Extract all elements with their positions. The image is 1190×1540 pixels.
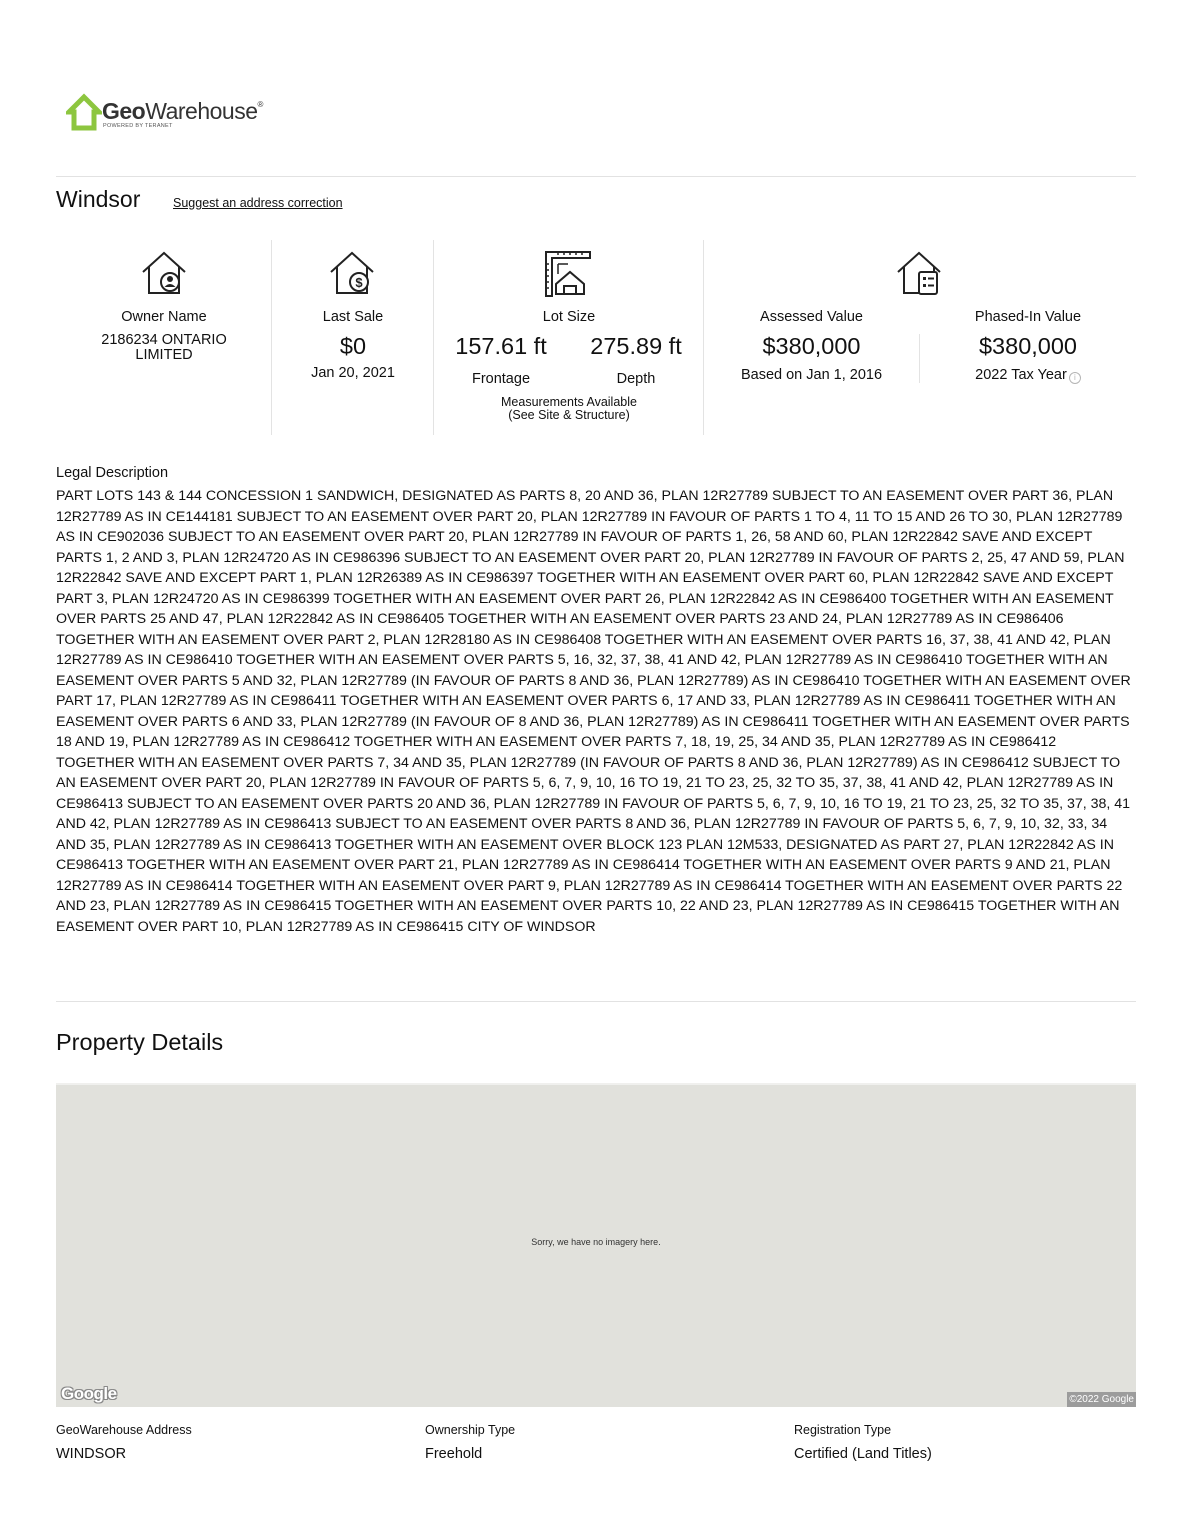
map-copyright: ©2022 Google	[1069, 1394, 1134, 1405]
tax-year	[920, 367, 1136, 384]
owner-name-label: Owner Name	[121, 309, 207, 325]
legal-description-title: Legal Description	[56, 465, 169, 481]
legal-description-text: PART LOTS 143 & 144 CONCESSION 1 SANDWICH, DESIGNATED AS PARTS 8, 20 AND 36, PLAN 12R27789 SUBJECT TO AN EASEMENT OVER PART 36, PLAN 12R27789 AS IN CE144181 SUBJECT TO AN EASEMENT OVER PART 20, PLAN 12R27789 IN FAVOUR OF PARTS 1 TO 4, 11 TO 15 AND 26 TO 30, PLAN 12R27789 AS IN CE902036 SUBJECT TO AN EASEMENT OVER PART 20, PLAN 12R27789 IN FAVOUR OF PARTS 1, 26, 58 AND 60, PLAN 12R22842 SAVE AND EXCEPT PARTS 1, 2 AND 3, PLAN 12R24720 AS IN CE986396 SUBJECT TO AN EASEMENT OVER PART 20, PLAN 12R27789 IN FAVOUR OF PARTS 2, 25, 47 AND 59, PLAN 12R22842 SAVE AND EXCEPT PART 1, PLAN 12R26389 AS IN CE986397 TOGETHER WITH AN EASEMENT OVER PART 60, PLAN 12R22842 SAVE AND EXCEPT PART 3, PLAN 12R24720 AS IN CE986399 TOGETHER WITH AN EASEMENT OVER PART 26, PLAN 12R22842 AS IN CE986400 TOGETHER WITH AN EASEMENT OVER PARTS 25 AND 47, PLAN 12R22842 AS IN CE986405 TOGETHER WITH AN EASEMENT OVER PARTS 23 AND 24, PLAN 12R27789 AS IN CE986406 TOGETHER WITH AN EASEMENT OVER PART 2, PLAN 12R28180 AS IN CE986408 TOGETHER WITH AN EASEMENT OVER PARTS 16, 37, 38, 41 AND 42, PLAN 12R27789 AS IN CE986410 TOGETHER WITH AN EASEMENT OVER PARTS 5, 16, 32, 37, 38, 41 AND 42, PLAN 12R27789 AS IN CE986410 TOGETHER WITH AN EASEMENT OVER PARTS 5 AND 32, PLAN 12R27789 (IN FAVOUR OF PARTS 8 AND 36, PLAN 12R27789) AS IN CE986410 TOGETHER WITH AN EASEMENT OVER PART 17, PLAN 12R27789 AS IN CE986411 TOGETHER WITH AN EASEMENT OVER PARTS 6, 17 AND 33, PLAN 12R27789 AS IN CE986411 TOGETHER WITH AN EASEMENT OVER PARTS 6 AND 33, PLAN 12R27789 (IN FAVOUR OF 8 AND 36, PLAN 12R27789) AS IN CE986411 TOGETHER WITH AN EASEMENT OVER PARTS 18 AND 19, PLAN 12R27789 AS IN CE986412 TOGETHER WITH AN EASEMENT OVER PARTS 7, 18, 19, 25, 34 AND 35, PLAN 12R27789 AS IN CE986412 TOGETHER WITH AN EASEMENT OVER PARTS 7, 34 AND 35, PLAN 12R27789 (IN FAVOUR OF PARTS 8 AND 36, PLAN 12R27789) AS IN CE986412 SUBJECT TO AN EASEMENT OVER PART 20, PLAN 12R27789 IN FAVOUR OF PARTS 5, 6, 7, 9, 10, 16 TO 19, 21 TO 23, 25, 32 TO 35, 37, 38, 41 AND 42, PLAN 12R27789 AS IN CE986413 SUBJECT TO AN EASEMENT OVER PARTS 20 AND 36, PLAN 12R27789 IN FAVOUR OF PARTS 5, 6, 7, 9, 10, 16 TO 19, 21 TO 23, 25, 32 TO 35, 37, 38, 41 AND 42, PLAN 12R27789 AS IN CE986413 SUBJECT TO AN EASEMENT OVER PARTS 8 AND 36, PLAN 12R27789 IN FAVOUR OF PARTS 5, 6, 7, 9, 10, 32, 33, 34 AND 35, PLAN 12R27789 AS IN CE986413 TOGETHER WITH AN EASEMENT OVER BLOCK 123 PLAN 12M533, DESIGNATED AS PART 27, PLAN 12R22842 AS IN CE986413 TOGETHER WITH AN EASEMENT OVER PART 21, PLAN 12R27789 AS IN CE986414 TOGETHER WITH AN EASEMENT OVER PARTS 9 AND 21, PLAN 12R27789 AS IN CE986414 TOGETHER WITH AN EASEMENT OVER PART 9, PLAN 12R27789 AS IN CE986414 TOGETHER WITH AN EASEMENT OVER PARTS 22 AND 23, PLAN 12R27789 AS IN CE986415 TOGETHER WITH AN EASEMENT OVER PARTS 10, 22 AND 23, PLAN 12R27789 AS IN CE986415 TOGETHER WITH AN EASEMENT OVER PART 10, PLAN 12R27789 AS IN CE986415 CITY OF WINDSOR	[56, 488, 1131, 935]
frontage-value: 157.61 ft	[455, 333, 547, 359]
last-sale-date: Jan 20, 2021	[311, 365, 395, 381]
section-divider	[56, 1001, 1136, 1002]
measurements-note	[434, 396, 704, 422]
last-sale-value: $0	[339, 333, 367, 359]
assessed-value: $380,000	[762, 333, 861, 359]
measurements-note-line1: Measurements Available	[501, 395, 637, 409]
registration-type-value: Certified (Land Titles)	[794, 1446, 932, 1462]
owner-name-value	[56, 333, 272, 363]
phased-in-value-label: Phased-In Value	[974, 309, 1082, 325]
geowarehouse-logo	[66, 90, 263, 134]
tax-year-text: 2022 Tax Year	[975, 367, 1067, 383]
assessed-value-basis: Based on Jan 1, 2016	[740, 367, 883, 383]
logo-tagline: POWERED BY TERANET	[103, 123, 173, 129]
owner-name-line1: 2186234 ONTARIO	[101, 332, 227, 348]
property-map[interactable]	[56, 1083, 1136, 1407]
house-assessment-icon	[895, 250, 943, 301]
depth-label: Depth	[616, 371, 656, 387]
svg-text:$: $	[355, 275, 363, 290]
page-title: Windsor	[56, 186, 141, 212]
ownership-type-value: Freehold	[425, 1446, 483, 1462]
property-details-title: Property Details	[56, 1029, 224, 1055]
map-no-imagery-message: Sorry, we have no imagery here.	[531, 1237, 661, 1247]
frontage-label: Frontage	[471, 371, 531, 387]
house-owner-icon	[140, 250, 188, 301]
lot-size-label: Lot Size	[542, 309, 596, 325]
measurements-note-line2: (See Site & Structure)	[508, 408, 630, 422]
geowarehouse-address-value: WINDSOR	[56, 1446, 127, 1462]
ownership-type-label: Ownership Type	[425, 1423, 516, 1437]
phased-in-value: $380,000	[978, 333, 1078, 359]
registration-type-label: Registration Type	[794, 1423, 892, 1437]
logo-house-icon	[66, 92, 102, 132]
header-divider	[56, 176, 1136, 177]
depth-value: 275.89 ft	[590, 333, 682, 359]
assessed-value-label: Assessed Value	[760, 309, 863, 325]
house-dollar-icon	[328, 250, 376, 301]
lot-size-icon	[544, 250, 592, 303]
geowarehouse-address-label: GeoWarehouse Address	[56, 1423, 192, 1437]
suggest-address-link[interactable]: Suggest an address correction	[173, 196, 343, 210]
last-sale-label: Last Sale	[322, 309, 384, 325]
info-icon[interactable]: i	[1069, 372, 1081, 384]
google-logo: Google	[61, 1384, 117, 1403]
logo-wordmark: GeoWarehouse®	[102, 98, 263, 124]
owner-name-line2: LIMITED	[135, 347, 193, 363]
